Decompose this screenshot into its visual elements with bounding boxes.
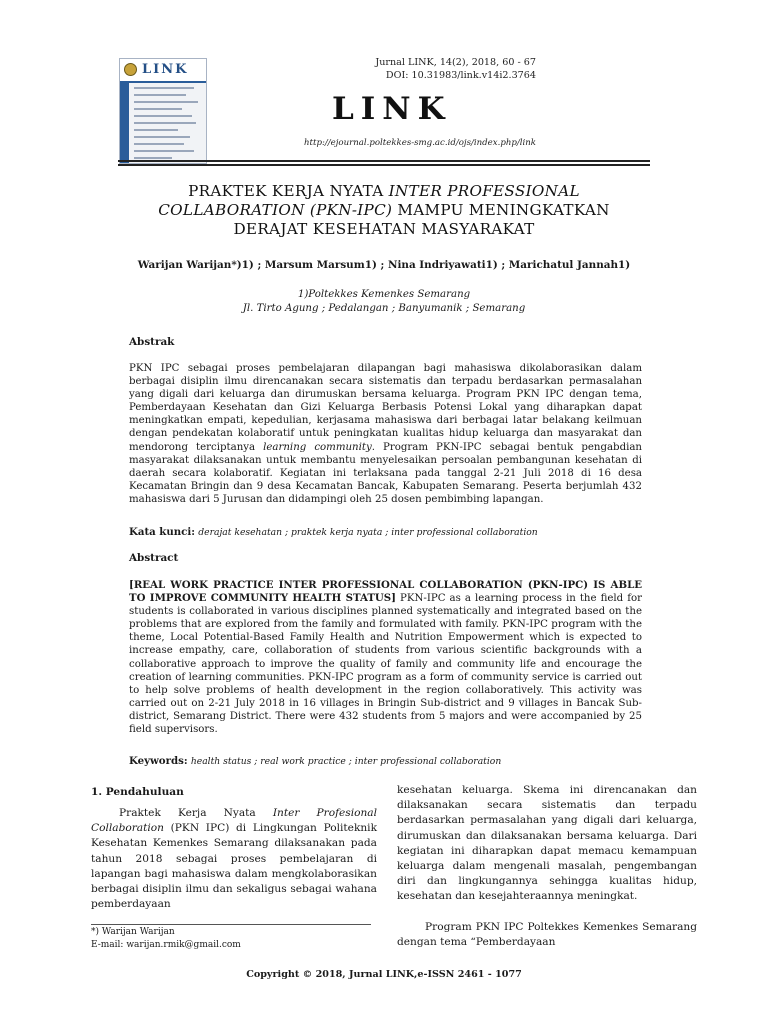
body-text: (PKN IPC) di Lingkungan Politeknik Kesehatan Kemenkes Semarang dilaksanakan pada tahun 2018 sebagai proses pembelajaran di lapangan bagi mahasiswa dalam mengkolaborasikan berbagai disiplin ilmu dan sekaligus sebagai wahana pemberdayaan bbox=[91, 822, 377, 911]
affiliation-institution: 1)Poltekkes Kemenkes Semarang bbox=[297, 289, 471, 300]
abstract-text bbox=[129, 579, 642, 736]
cover-text-lines bbox=[134, 87, 200, 164]
copyright: Copyright © 2018, Jurnal LINK,e-ISSN 2461 - 1077 bbox=[246, 969, 522, 980]
body-right-paragraph-1: kesehatan keluarga. Skema ini direncanakan dan dilaksanakan secara sistematis dan terpadu berdasarkan permasalahan yang digali dari keluarga, dirumuskan dan dilaksanakan bersama keluarga. Dari kegiatan ini diharapkan dapat memacu kemampuan keluarga dalam mengenali masalah, pengembangan diri dan lingkungannya sehingga kualitas hidup, kesehatan dan kesejahteraannya meningkat. bbox=[397, 784, 697, 903]
title-text: PRAKTEK KERJA NYATA bbox=[188, 182, 389, 200]
abstrak-text-part: PKN IPC sebagai proses pembelajaran dilapangan bagi mahasiswa dikolaborasikan dalam berbagai disiplin ilmu direncanakan secara sistematis dan terpadu berdasarkan permasalahan yang digali dari keluarga dan dirumuskan bersama keluarga. Program PKN IPC dengan tema, Pemberdayaan Kesehatan dan Gizi Keluarga Berbasis Potensi Lokal yang diharapkan dapat meningkatkan empati, kepedulian, kerjasama mahasiswa dari berbagai latar belakang keilmuan dengan pendekatan kolaboratif untuk peningkatan kualitas hidup keluarga dan masyarakat dan mendorong terciptanya bbox=[129, 363, 642, 453]
cover-header bbox=[120, 59, 206, 83]
abstrak-text bbox=[129, 362, 642, 506]
kata-kunci-value: derajat kesehatan ; praktek kerja nyata ; inter professional collaboration bbox=[198, 527, 538, 538]
footnote-author: *) Warijan Warijan bbox=[91, 927, 175, 937]
journal-cover-thumbnail bbox=[119, 58, 207, 164]
cover-title: LINK bbox=[142, 62, 189, 77]
body-right-paragraph-2: Program PKN IPC Poltekkes Kemenkes Semarang dengan tema “Pemberdayaan bbox=[397, 921, 697, 949]
journal-brand: LINK bbox=[332, 91, 452, 127]
affiliation-address: Jl. Tirto Agung ; Pedalangan ; Banyumanik ; Semarang bbox=[242, 303, 526, 314]
title-text: MAMPU MENINGKATKAN bbox=[392, 201, 610, 219]
footnote-rule bbox=[91, 924, 371, 925]
article-title-line-2 bbox=[120, 201, 648, 219]
seal-icon bbox=[124, 63, 137, 76]
body-text: Praktek Kerja Nyata bbox=[119, 807, 273, 819]
body-left-paragraph bbox=[91, 806, 377, 912]
abstract-heading: Abstract bbox=[129, 552, 179, 564]
header-rule-thick bbox=[118, 164, 650, 166]
kata-kunci-label: Kata kunci: bbox=[129, 526, 196, 538]
authors: Warijan Warijan*)1) ; Marsum Marsum1) ; Nina Indriyawati1) ; Marichatul Jannah1) bbox=[137, 259, 631, 271]
title-italic-text: INTER PROFESSIONAL bbox=[388, 182, 580, 200]
abstrak-italic-term: learning community bbox=[263, 441, 372, 453]
journal-citation: Jurnal LINK, 14(2), 2018, 60 - 67 bbox=[375, 57, 536, 68]
article-title-line-3: DERAJAT KESEHATAN MASYARAKAT bbox=[233, 220, 535, 238]
journal-url[interactable]: http://ejournal.poltekkes-smg.ac.id/ojs/index.php/link bbox=[304, 138, 536, 148]
header-rule bbox=[118, 160, 650, 162]
cover-band bbox=[120, 81, 129, 163]
footnote-email[interactable]: E-mail: warijan.rmik@gmail.com bbox=[91, 940, 241, 950]
abstract-text-part: PKN-IPC as a learning process in the field for students is collaborated in various disciplines planned systematically and integrated based on the problems that are explored from the family and formulated with family. PKN-IPC program with the theme, Local Potential-Based Family Health and Nutrition Empowerment which is expected to increase empathy, care, collaboration of students from various scientific backgrounds with a collaborative approach to improve the quality of family and community life and encourage the creation of learning communities. PKN-IPC program as a form of community service is carried out to help solve problems of health development in the region collaboratively. This activity was carried out on 2-21 July 2018 in 16 villages in Bringin Sub-district and 9 villages in Bancak Sub-district, Semarang District. There were 432 students from 5 majors and were accompanied by 25 field supervisors. bbox=[129, 593, 642, 736]
keywords bbox=[129, 755, 642, 767]
kata-kunci bbox=[129, 526, 642, 538]
article-title-line-1 bbox=[120, 182, 648, 200]
section-heading: 1. Pendahuluan bbox=[91, 786, 184, 798]
keywords-value: health status ; real work practice ; inter professional collaboration bbox=[190, 756, 502, 767]
abstract-bold-title: [REAL WORK PRACTICE INTER PROFESSIONAL COLLABORATION (PKN-IPC) IS ABLE TO IMPROVE COMMUNITY HEALTH STATUS] bbox=[129, 579, 642, 605]
doi: DOI: 10.31983/link.v14i2.3764 bbox=[385, 70, 536, 81]
keywords-label: Keywords: bbox=[129, 755, 188, 767]
abstrak-text-part: . Program PKN-IPC sebagai bentuk pengabdian masyarakat dilaksanakan untuk membantu menyelesaikan persoalan pembangunan kesehatan di daerah secara kolaboratif. Kegiatan ini terlaksana pada tanggal 2-21 Juli 2018 di 16 desa Kecamatan Bringin dan 9 desa Kecamatan Bancak, Kabupaten Semarang. Peserta berjumlah 432 mahasiswa dari 5 Jurusan dan didampingi oleh 25 dosen pembimbing lapangan. bbox=[129, 441, 642, 505]
title-italic-text: COLLABORATION (PKN-IPC) bbox=[158, 201, 393, 219]
abstrak-heading: Abstrak bbox=[129, 336, 175, 348]
body-italic-term: Inter Profesional Collaboration bbox=[91, 807, 377, 835]
